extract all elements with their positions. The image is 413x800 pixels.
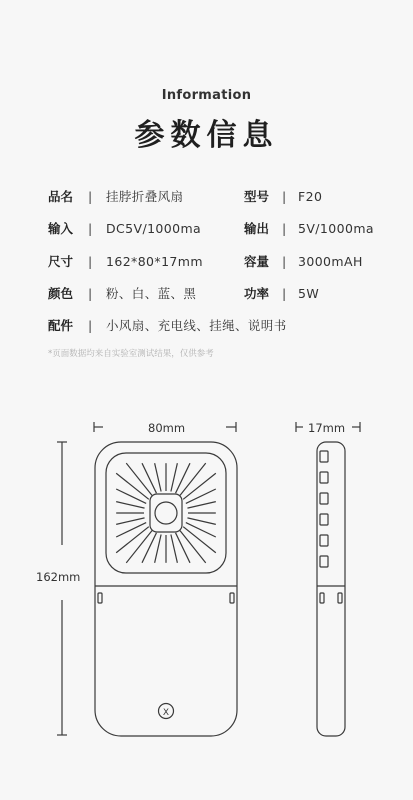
width-dimension-label: 80mm (148, 421, 186, 435)
spec-value: 5V/1000ma (298, 221, 374, 236)
grill-spoke (116, 518, 144, 524)
spec-label: 输出 (244, 221, 270, 236)
grill-spoke (186, 489, 216, 503)
grill-spoke (183, 527, 216, 553)
fan-hub (150, 494, 182, 532)
separator: | (88, 318, 93, 333)
spec-value: 5W (298, 286, 320, 301)
english-title: Information (161, 88, 252, 103)
separator: | (282, 221, 287, 236)
grill-spoke (126, 530, 152, 563)
spec-value: 挂脖折叠风扇 (106, 189, 184, 204)
spec-label: 品名 (48, 189, 74, 204)
grill-spoke (176, 533, 190, 563)
separator: | (282, 286, 287, 301)
spec-label: 容量 (244, 254, 270, 269)
grill-spoke (186, 523, 216, 537)
height-dimension-label: 162mm (36, 570, 81, 584)
grill-spoke (126, 463, 152, 496)
grill-spoke (155, 534, 161, 562)
separator: | (282, 254, 287, 269)
grill-spoke (176, 463, 190, 493)
separator: | (88, 286, 93, 301)
chinese-title: 参数信息 (134, 118, 279, 153)
spec-label: 尺寸 (48, 254, 74, 269)
grill-spoke (142, 463, 156, 493)
grill-spoke (187, 502, 215, 508)
grill-spoke (116, 489, 146, 503)
grill-spoke (116, 502, 144, 508)
grill-spoke (155, 463, 161, 491)
power-button-label: X (162, 708, 170, 718)
separator: | (88, 221, 93, 236)
depth-dimension-label: 17mm (308, 421, 346, 435)
grill-spoke (187, 518, 215, 524)
spec-label: 配件 (48, 318, 74, 333)
spec-value: DC5V/1000ma (106, 221, 202, 236)
grill-spoke (116, 473, 149, 499)
spec-label: 功率 (244, 286, 270, 301)
spec-label: 型号 (244, 189, 270, 204)
separator: | (88, 189, 93, 204)
grill-spoke (180, 463, 206, 496)
disclaimer-note: *页面数据均来自实验室测试结果，仅供参考 (48, 349, 214, 359)
grill-spoke (116, 523, 146, 537)
spec-value: 3000mAH (298, 254, 363, 269)
depth-dimension-line (296, 422, 360, 432)
width-dimension-line (94, 422, 236, 432)
fan-side-view (317, 442, 345, 736)
grill-spoke (183, 473, 216, 499)
spec-label: 颜色 (48, 286, 74, 301)
grill-spoke (116, 527, 149, 553)
grill-spoke (171, 534, 177, 562)
grill-spoke (180, 530, 206, 563)
spec-value: 小风扇、充电线、挂绳、说明书 (106, 318, 287, 333)
height-dimension-line (57, 442, 67, 735)
spec-value: 粉、白、蓝、黑 (106, 286, 197, 301)
grill-spoke (171, 463, 177, 491)
separator: | (282, 189, 287, 204)
spec-value: F20 (298, 189, 323, 204)
spec-label: 输入 (48, 221, 74, 236)
grill-spoke (142, 533, 156, 563)
separator: | (88, 254, 93, 269)
spec-value: 162*80*17mm (106, 254, 203, 269)
